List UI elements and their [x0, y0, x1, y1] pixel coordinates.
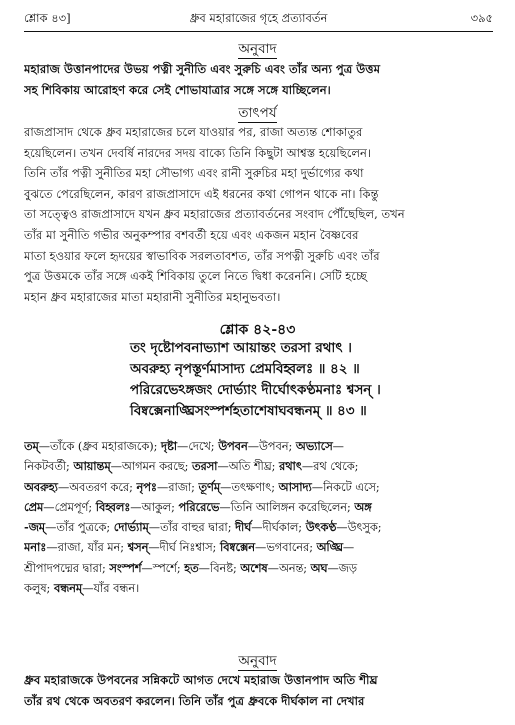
- term-meaning: —অতি শীঘ্র;: [217, 460, 280, 474]
- text-line: হয়েছিলেন। তখন দেবর্ষি নারদের সদয় বাক্যে তিনি কিছুটা আশ্বস্ত হয়েছিলেন।: [24, 145, 372, 160]
- page-number: ৩৯৫: [470, 11, 493, 25]
- synonym-line: [24, 436, 495, 456]
- sanskrit-term: দোর্ভ্যাম্: [113, 520, 149, 535]
- synonym-line: [24, 517, 495, 537]
- term-meaning: —ভগবানের;: [255, 541, 317, 555]
- sanskrit-term: অঙ্গ: [354, 499, 372, 514]
- term-meaning: —তিনি আলিঙ্গন করেছিলেন;: [219, 500, 355, 514]
- text-line: তা সত্ত্বেও রাজপ্রাসাদে যখন ধ্রুব মহারাজের প্রত্যাবর্তনের সংবাদ পৌঁছেছিল, তখন: [24, 207, 405, 222]
- term-meaning: শ্রীপাদপদ্মের দ্বারা;: [24, 561, 110, 575]
- sanskrit-term: রথাৎ: [279, 459, 302, 474]
- synonym-line: [24, 537, 495, 557]
- verse-line: তং দৃষ্টোপবনাভ্যাশ আয়ান্তং তরসা রথাৎ ।: [130, 340, 352, 356]
- sanskrit-term: হত: [184, 560, 199, 575]
- word-for-word-synonyms: [24, 436, 495, 598]
- sanskrit-term: উপবন: [218, 439, 248, 453]
- text-line: তাঁর রথ থেকে অবতরণ করলেন। তিনি তাঁর পুত্র ধ্রুবকে দীর্ঘকাল না দেখার: [24, 693, 365, 708]
- running-header: [24, 10, 493, 28]
- term-meaning: —রাজা;: [156, 480, 199, 494]
- sanskrit-term: অভ্যাসে: [295, 439, 333, 453]
- text-line: সহ শিবিকায় আরোহণ করে সেই শোভাযাত্রার সঙ্গে সঙ্গে যাচ্ছিলেন।: [24, 82, 331, 97]
- term-meaning: —: [342, 541, 355, 555]
- sanskrit-term: আয়ান্তম্: [73, 459, 111, 474]
- term-meaning: —দীর্ঘকাল;: [251, 521, 306, 535]
- sanskrit-term: অঘ: [310, 560, 328, 575]
- sanskrit-term: অশেষ: [240, 560, 268, 575]
- sanskrit-term: তূর্ণম্: [198, 479, 221, 494]
- purport-heading: তাৎপর্য: [238, 105, 277, 121]
- sanskrit-term: আসাদ্য: [278, 479, 312, 494]
- sanskrit-term: শ্বসন্: [127, 540, 149, 555]
- verse-line: বিষ্বক্সেনাঙ্ঘ্রিসংস্পর্শহতাশেষাঘবন্ধনম্ ॥ ৪৩ ॥: [130, 403, 367, 419]
- translation-heading: অনুবাদ: [238, 41, 277, 57]
- sanskrit-term: তম্: [24, 439, 39, 453]
- purport-paragraph: [24, 122, 495, 307]
- term-meaning: —নিকটে এসে;: [311, 480, 380, 494]
- sanskrit-verse: [130, 338, 500, 422]
- term-meaning: —রাজা, যাঁর মন;: [46, 541, 128, 555]
- term-meaning: —যাঁর বন্ধন।: [82, 582, 140, 596]
- term-meaning: —: [332, 440, 344, 453]
- term-meaning: —তাঁর বাহুর দ্বারা;: [148, 521, 236, 535]
- translation-heading-2: অনুবাদ: [238, 653, 277, 669]
- sanskrit-term: মনাঃ: [24, 540, 47, 555]
- translation-paragraph-2: [24, 670, 495, 711]
- term-meaning: কলুষ;: [24, 582, 54, 596]
- sanskrit-term: উৎকণ্ঠ: [305, 520, 337, 535]
- translation-paragraph: [24, 59, 495, 100]
- verse-line: অবরুহ্য নৃপস্তূর্ণমাসাদ্য প্রেমবিহ্বলঃ ॥ ৪২ ॥: [130, 361, 360, 377]
- sanskrit-term: বিহ্বলঃ: [95, 499, 131, 514]
- header-rule: [24, 31, 493, 32]
- term-meaning: —তৎক্ষণাৎ;: [220, 480, 279, 494]
- sanskrit-term: অবরুহ্য: [24, 479, 58, 494]
- synonym-line: [24, 477, 495, 497]
- term-meaning: —তাঁকে (ধ্রুব মহারাজকে);: [38, 440, 162, 453]
- term-meaning: —উৎসুক;: [336, 521, 382, 535]
- term-meaning: —আগমন করছে;: [110, 460, 192, 474]
- sanskrit-term: -জম্: [24, 520, 46, 535]
- synonym-line: [24, 558, 495, 578]
- sanskrit-term: দৃষ্টা: [161, 439, 178, 453]
- term-meaning: —দীর্ঘ নিঃশ্বাস;: [148, 541, 220, 555]
- text-line: মহারাজ উত্তানপাদের উভয় পত্নী সুনীতি এবং সুরুচি এবং তাঁর অন্য পুত্র উত্তম: [24, 62, 381, 76]
- text-line: ধ্রুব মহারাজকে উপবনের সন্নিকটে আগত দেখে মহারাজ উত্তানপাদ অতি শীঘ্র: [24, 673, 378, 687]
- text-line: মহান ধ্রুব মহারাজের মাতা মহারানী সুনীতির মহানুভবতা।: [24, 289, 281, 304]
- term-meaning: —উপবন;: [247, 440, 296, 453]
- synonym-line: [24, 497, 495, 517]
- synonym-line: [24, 578, 495, 598]
- chapter-title: ধ্রুব মহারাজের গৃহে প্রত্যাবর্তন: [189, 11, 328, 25]
- text-line: রাজপ্রাসাদ থেকে ধ্রুব মহারাজের চলে যাওয়ার পর, রাজা অত্যন্ত শোকাতুর: [24, 125, 363, 139]
- text-line: তিনি তাঁর পত্নী সুনীতির মহা সৌভাগ্য এবং রানী সুরুচির মহা দুর্ভাগ্যের কথা: [24, 166, 364, 181]
- sanskrit-term: অঙ্ঘ্রি: [316, 540, 343, 555]
- term-meaning: —রথ থেকে;: [301, 460, 359, 474]
- term-meaning: —দেখে;: [177, 440, 219, 453]
- verse-line: পরিরেভেঽঙ্গজং দোর্ভ্যাং দীর্ঘোৎকণ্ঠমনাঃ শ্বসন্ ।: [130, 382, 381, 398]
- sanskrit-term: নৃপঃ: [136, 479, 157, 494]
- text-line: বুঝতে পেরেছিলেন, কারণ রাজপ্রাসাদে এই ধরনের কথা গোপন থাকে না। কিন্তু: [24, 186, 379, 201]
- sanskrit-term: দীর্ঘ: [235, 520, 252, 535]
- sanskrit-term: বন্ধনম্: [53, 581, 83, 596]
- term-meaning: —তাঁর পুত্রকে;: [45, 521, 114, 535]
- sanskrit-term: প্রেম: [24, 499, 44, 514]
- synonym-line: [24, 456, 495, 476]
- sanskrit-term: তরসা: [192, 459, 218, 474]
- sanskrit-term: সংস্পর্শ: [109, 560, 142, 575]
- term-meaning: —বিনষ্ট;: [198, 561, 241, 575]
- term-meaning: নিকটবর্তী;: [24, 460, 74, 474]
- sanskrit-term: বিষ্বক্সেন: [219, 540, 256, 555]
- text-line: পুত্র উত্তমকে তাঁর সঙ্গে একই শিবিকায় তুলে নিতে দ্বিধা করেননি। সেটি হচ্ছে: [24, 269, 367, 284]
- term-meaning: —জড়: [327, 561, 357, 575]
- verse-heading: শ্লোক ৪২-৪৩: [219, 322, 296, 338]
- term-meaning: —প্রেমপূর্ণ;: [43, 500, 96, 514]
- text-line: তাঁর মা সুনীতি গভীর অনুকম্পার বশবর্তী হয়ে এবং একজন মহান বৈষ্ণবের: [24, 227, 359, 242]
- term-meaning: —অবতরণ করে;: [57, 480, 137, 494]
- verse-reference: শ্লোক ৪৩]: [24, 11, 71, 25]
- term-meaning: —আকুল;: [130, 500, 179, 514]
- term-meaning: —স্পর্শে;: [141, 561, 185, 575]
- text-line: মাতা হওয়ার ফলে হৃদয়ের স্বাভাবিক সরলতাবশত, তাঁর সপত্নী সুরুচি এবং তাঁর: [24, 248, 380, 263]
- sanskrit-term: পরিরেভে: [178, 499, 220, 514]
- term-meaning: —অনন্ত;: [267, 561, 311, 575]
